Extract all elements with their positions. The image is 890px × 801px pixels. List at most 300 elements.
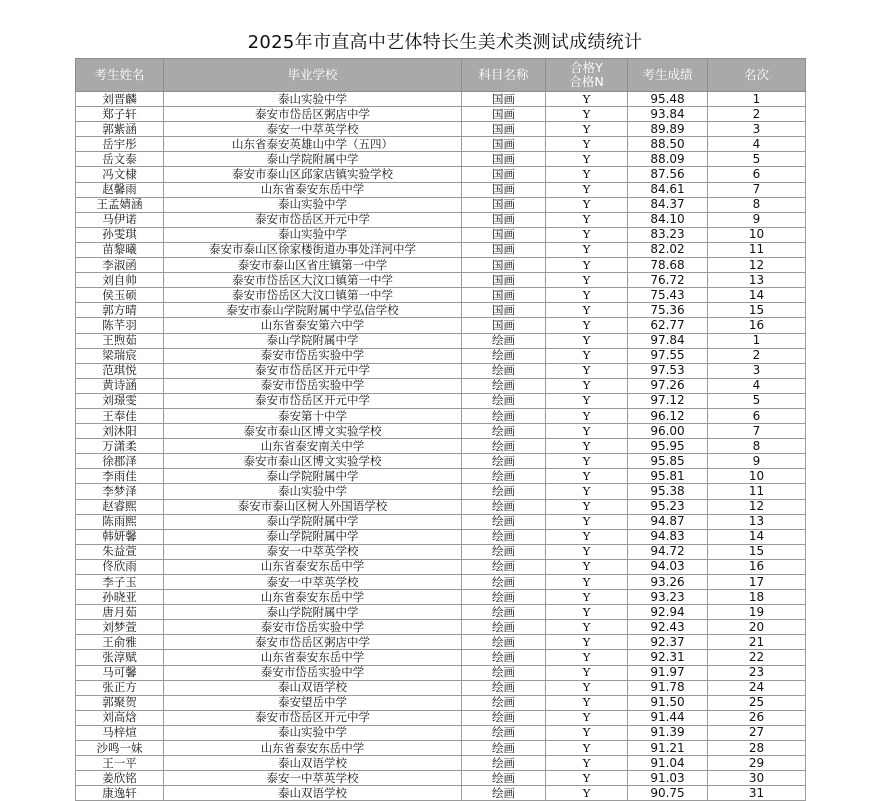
table-row (76, 273, 806, 288)
cell-rank: 3 (708, 363, 806, 378)
cell-school: 泰安望岳中学 (164, 695, 462, 710)
table-row (76, 590, 806, 605)
cell-school: 山东省泰安东岳中学 (164, 590, 462, 605)
cell-score: 89.89 (628, 122, 708, 137)
cell-pass: Y (546, 424, 628, 439)
cell-rank: 25 (708, 695, 806, 710)
cell-name: 刘高焓 (76, 710, 164, 725)
cell-rank: 7 (708, 182, 806, 197)
cell-score: 95.48 (628, 92, 708, 107)
cell-name: 徐郡泽 (76, 454, 164, 469)
cell-rank: 26 (708, 710, 806, 725)
cell-pass: Y (546, 514, 628, 529)
cell-rank: 29 (708, 756, 806, 771)
cell-name: 沙鸣一妹 (76, 741, 164, 756)
cell-subject: 绘画 (462, 499, 546, 514)
table-row (76, 725, 806, 740)
cell-rank: 14 (708, 288, 806, 303)
cell-name: 孙晓亚 (76, 590, 164, 605)
cell-pass: Y (546, 741, 628, 756)
table-row (76, 665, 806, 680)
cell-name: 马伊诺 (76, 212, 164, 227)
cell-score: 91.03 (628, 771, 708, 786)
cell-school: 泰山双语学校 (164, 756, 462, 771)
table-row (76, 242, 806, 257)
cell-school: 泰山学院附属中学 (164, 605, 462, 620)
cell-subject: 绘画 (462, 710, 546, 725)
cell-name: 范琪悦 (76, 363, 164, 378)
table-body (76, 92, 806, 801)
cell-pass: Y (546, 408, 628, 423)
cell-pass: Y (546, 182, 628, 197)
cell-score: 88.09 (628, 152, 708, 167)
table-row (76, 167, 806, 182)
cell-name: 岳文泰 (76, 152, 164, 167)
cell-school: 山东省泰安东岳中学 (164, 559, 462, 574)
cell-pass: Y (546, 650, 628, 665)
cell-pass: Y (546, 620, 628, 635)
cell-rank: 9 (708, 454, 806, 469)
cell-school: 泰安市岱岳区开元中学 (164, 212, 462, 227)
cell-pass: Y (546, 348, 628, 363)
cell-name: 张淳赋 (76, 650, 164, 665)
cell-subject: 国画 (462, 258, 546, 273)
cell-rank: 21 (708, 635, 806, 650)
cell-rank: 17 (708, 575, 806, 590)
cell-rank: 28 (708, 741, 806, 756)
cell-school: 山东省泰安东岳中学 (164, 741, 462, 756)
cell-rank: 7 (708, 424, 806, 439)
cell-score: 91.21 (628, 741, 708, 756)
table-row (76, 786, 806, 801)
cell-school: 泰山双语学校 (164, 786, 462, 801)
cell-name: 刘沐阳 (76, 424, 164, 439)
cell-school: 山东省泰安英雄山中学（五四） (164, 137, 462, 152)
cell-name: 侯玉硕 (76, 288, 164, 303)
cell-score: 97.12 (628, 393, 708, 408)
table-row (76, 348, 806, 363)
cell-subject: 国画 (462, 137, 546, 152)
cell-pass: Y (546, 273, 628, 288)
cell-subject: 绘画 (462, 484, 546, 499)
table-row (76, 393, 806, 408)
cell-school: 泰安市泰山区树人外国语学校 (164, 499, 462, 514)
cell-school: 泰安市岱岳区大汶口镇第一中学 (164, 288, 462, 303)
cell-subject: 绘画 (462, 363, 546, 378)
cell-rank: 30 (708, 771, 806, 786)
cell-score: 94.83 (628, 529, 708, 544)
table-row (76, 92, 806, 107)
table-row (76, 122, 806, 137)
cell-pass: Y (546, 771, 628, 786)
cell-subject: 绘画 (462, 454, 546, 469)
cell-name: 刘自帅 (76, 273, 164, 288)
table-row (76, 408, 806, 423)
cell-name: 张正方 (76, 680, 164, 695)
cell-rank: 18 (708, 590, 806, 605)
cell-rank: 5 (708, 152, 806, 167)
header-subject: 科目名称 (462, 59, 546, 92)
cell-school: 泰山学院附属中学 (164, 514, 462, 529)
table-row (76, 771, 806, 786)
cell-rank: 15 (708, 544, 806, 559)
cell-pass: Y (546, 529, 628, 544)
cell-school: 泰安市泰山区博文实验学校 (164, 454, 462, 469)
cell-name: 李雨佳 (76, 469, 164, 484)
cell-name: 万潇柔 (76, 439, 164, 454)
cell-name: 刘晋麟 (76, 92, 164, 107)
cell-subject: 国画 (462, 318, 546, 333)
table-row (76, 303, 806, 318)
header-school: 毕业学校 (164, 59, 462, 92)
cell-rank: 20 (708, 620, 806, 635)
cell-pass: Y (546, 363, 628, 378)
table-row (76, 454, 806, 469)
cell-score: 91.44 (628, 710, 708, 725)
table-row (76, 182, 806, 197)
cell-pass: Y (546, 439, 628, 454)
header-score: 考生成绩 (628, 59, 708, 92)
cell-rank: 13 (708, 514, 806, 529)
table-row (76, 741, 806, 756)
table-row (76, 710, 806, 725)
cell-rank: 19 (708, 605, 806, 620)
table-row (76, 288, 806, 303)
cell-name: 孙雯琪 (76, 227, 164, 242)
cell-subject: 绘画 (462, 544, 546, 559)
cell-score: 95.23 (628, 499, 708, 514)
cell-score: 94.87 (628, 514, 708, 529)
cell-rank: 16 (708, 559, 806, 574)
cell-school: 泰安市岱岳实验中学 (164, 348, 462, 363)
cell-score: 96.00 (628, 424, 708, 439)
cell-school: 泰安一中萃英学校 (164, 771, 462, 786)
cell-subject: 绘画 (462, 665, 546, 680)
cell-pass: Y (546, 107, 628, 122)
cell-rank: 10 (708, 227, 806, 242)
cell-score: 75.43 (628, 288, 708, 303)
cell-name: 郭聚贺 (76, 695, 164, 710)
cell-subject: 绘画 (462, 424, 546, 439)
table-row (76, 378, 806, 393)
cell-score: 84.10 (628, 212, 708, 227)
table-row (76, 424, 806, 439)
table-row (76, 544, 806, 559)
cell-score: 97.26 (628, 378, 708, 393)
cell-score: 82.02 (628, 242, 708, 257)
cell-subject: 绘画 (462, 635, 546, 650)
cell-rank: 11 (708, 484, 806, 499)
cell-name: 佟欣雨 (76, 559, 164, 574)
cell-name: 马梓煊 (76, 725, 164, 740)
header-rank: 名次 (708, 59, 806, 92)
cell-name: 刘璟雯 (76, 393, 164, 408)
cell-subject: 国画 (462, 227, 546, 242)
header-pass-line1: 合格Y (570, 60, 603, 75)
cell-pass: Y (546, 605, 628, 620)
cell-rank: 12 (708, 258, 806, 273)
cell-rank: 24 (708, 680, 806, 695)
cell-score: 97.55 (628, 348, 708, 363)
cell-rank: 9 (708, 212, 806, 227)
cell-name: 赵馨雨 (76, 182, 164, 197)
cell-score: 94.03 (628, 559, 708, 574)
cell-name: 王煦茹 (76, 333, 164, 348)
cell-name: 陈芊羽 (76, 318, 164, 333)
cell-pass: Y (546, 559, 628, 574)
cell-school: 泰山实验中学 (164, 227, 462, 242)
cell-subject: 绘画 (462, 348, 546, 363)
cell-rank: 27 (708, 725, 806, 740)
cell-school: 泰安市岱岳实验中学 (164, 378, 462, 393)
cell-name: 李淑函 (76, 258, 164, 273)
cell-name: 岳宇彤 (76, 137, 164, 152)
cell-name: 唐月茹 (76, 605, 164, 620)
cell-pass: Y (546, 786, 628, 801)
cell-rank: 2 (708, 107, 806, 122)
cell-rank: 13 (708, 273, 806, 288)
cell-pass: Y (546, 590, 628, 605)
cell-pass: Y (546, 288, 628, 303)
cell-school: 山东省泰安东岳中学 (164, 650, 462, 665)
cell-pass: Y (546, 544, 628, 559)
cell-school: 泰安市岱岳区粥店中学 (164, 107, 462, 122)
cell-score: 95.85 (628, 454, 708, 469)
table-row (76, 137, 806, 152)
cell-subject: 国画 (462, 288, 546, 303)
cell-name: 康逸轩 (76, 786, 164, 801)
cell-subject: 绘画 (462, 393, 546, 408)
cell-rank: 31 (708, 786, 806, 801)
cell-score: 92.37 (628, 635, 708, 650)
cell-score: 83.23 (628, 227, 708, 242)
table-header (76, 59, 806, 92)
cell-score: 88.50 (628, 137, 708, 152)
cell-score: 95.38 (628, 484, 708, 499)
table-row (76, 227, 806, 242)
cell-school: 泰安市岱岳区开元中学 (164, 393, 462, 408)
cell-pass: Y (546, 393, 628, 408)
cell-score: 97.84 (628, 333, 708, 348)
table-row (76, 529, 806, 544)
cell-subject: 绘画 (462, 559, 546, 574)
cell-subject: 绘画 (462, 590, 546, 605)
header-pass (546, 59, 628, 92)
table-row (76, 258, 806, 273)
cell-rank: 22 (708, 650, 806, 665)
cell-pass: Y (546, 227, 628, 242)
cell-rank: 1 (708, 333, 806, 348)
cell-subject: 绘画 (462, 333, 546, 348)
cell-school: 泰山实验中学 (164, 725, 462, 740)
cell-name: 姜欣铭 (76, 771, 164, 786)
cell-score: 84.37 (628, 197, 708, 212)
cell-name: 刘梦萱 (76, 620, 164, 635)
cell-school: 泰安市岱岳实验中学 (164, 665, 462, 680)
table-row (76, 469, 806, 484)
cell-school: 泰安一中萃英学校 (164, 122, 462, 137)
cell-subject: 绘画 (462, 575, 546, 590)
cell-pass: Y (546, 258, 628, 273)
cell-score: 95.95 (628, 439, 708, 454)
cell-subject: 国画 (462, 197, 546, 212)
cell-score: 91.97 (628, 665, 708, 680)
header-name: 考生姓名 (76, 59, 164, 92)
table-row (76, 318, 806, 333)
cell-score: 62.77 (628, 318, 708, 333)
cell-score: 92.94 (628, 605, 708, 620)
cell-pass: Y (546, 484, 628, 499)
cell-score: 91.78 (628, 680, 708, 695)
cell-pass: Y (546, 710, 628, 725)
cell-name: 陈雨熙 (76, 514, 164, 529)
cell-score: 92.31 (628, 650, 708, 665)
cell-subject: 国画 (462, 122, 546, 137)
cell-pass: Y (546, 92, 628, 107)
cell-name: 黄诗涵 (76, 378, 164, 393)
table-row (76, 439, 806, 454)
cell-name: 韩妍馨 (76, 529, 164, 544)
cell-score: 91.04 (628, 756, 708, 771)
cell-subject: 国画 (462, 212, 546, 227)
cell-pass: Y (546, 167, 628, 182)
cell-rank: 5 (708, 393, 806, 408)
cell-pass: Y (546, 318, 628, 333)
cell-score: 93.23 (628, 590, 708, 605)
cell-subject: 绘画 (462, 650, 546, 665)
cell-subject: 绘画 (462, 529, 546, 544)
table-row (76, 333, 806, 348)
cell-score: 96.12 (628, 408, 708, 423)
table-row (76, 695, 806, 710)
table-row (76, 635, 806, 650)
cell-school: 泰安市岱岳区开元中学 (164, 363, 462, 378)
cell-score: 84.61 (628, 182, 708, 197)
table-row (76, 363, 806, 378)
cell-score: 97.53 (628, 363, 708, 378)
cell-subject: 国画 (462, 273, 546, 288)
cell-subject: 绘画 (462, 620, 546, 635)
cell-school: 泰安一中萃英学校 (164, 544, 462, 559)
cell-pass: Y (546, 680, 628, 695)
cell-subject: 绘画 (462, 378, 546, 393)
cell-score: 90.75 (628, 786, 708, 801)
cell-subject: 国画 (462, 92, 546, 107)
cell-name: 朱益萱 (76, 544, 164, 559)
cell-subject: 绘画 (462, 741, 546, 756)
table-row (76, 514, 806, 529)
cell-school: 泰安市泰山区徐家楼街道办事处洋河中学 (164, 242, 462, 257)
cell-school: 山东省泰安东岳中学 (164, 182, 462, 197)
cell-subject: 绘画 (462, 469, 546, 484)
cell-name: 冯文棣 (76, 167, 164, 182)
cell-score: 78.68 (628, 258, 708, 273)
cell-name: 李梦泽 (76, 484, 164, 499)
cell-subject: 绘画 (462, 695, 546, 710)
cell-pass: Y (546, 197, 628, 212)
cell-score: 93.26 (628, 575, 708, 590)
cell-subject: 绘画 (462, 439, 546, 454)
cell-school: 泰山实验中学 (164, 92, 462, 107)
cell-pass: Y (546, 575, 628, 590)
table-row (76, 212, 806, 227)
cell-pass: Y (546, 469, 628, 484)
cell-school: 泰安一中萃英学校 (164, 575, 462, 590)
cell-school: 山东省泰安南关中学 (164, 439, 462, 454)
cell-school: 泰山双语学校 (164, 680, 462, 695)
cell-subject: 绘画 (462, 514, 546, 529)
cell-pass: Y (546, 499, 628, 514)
cell-score: 95.81 (628, 469, 708, 484)
cell-name: 苗黎曦 (76, 242, 164, 257)
cell-school: 泰山实验中学 (164, 197, 462, 212)
cell-pass: Y (546, 454, 628, 469)
cell-name: 梁瑞宸 (76, 348, 164, 363)
cell-school: 泰山学院附属中学 (164, 469, 462, 484)
cell-rank: 3 (708, 122, 806, 137)
cell-rank: 10 (708, 469, 806, 484)
cell-score: 87.56 (628, 167, 708, 182)
cell-score: 92.43 (628, 620, 708, 635)
table-row (76, 680, 806, 695)
page-title: 2025年市直高中艺体特长生美术类测试成绩统计 (247, 32, 643, 53)
cell-name: 马可馨 (76, 665, 164, 680)
cell-school: 泰山实验中学 (164, 484, 462, 499)
cell-score: 94.72 (628, 544, 708, 559)
table-row (76, 197, 806, 212)
cell-rank: 4 (708, 137, 806, 152)
cell-school: 泰山学院附属中学 (164, 333, 462, 348)
table-row (76, 605, 806, 620)
cell-name: 王孟婧涵 (76, 197, 164, 212)
cell-pass: Y (546, 122, 628, 137)
cell-subject: 绘画 (462, 786, 546, 801)
cell-subject: 国画 (462, 107, 546, 122)
cell-pass: Y (546, 378, 628, 393)
cell-name: 郭方晴 (76, 303, 164, 318)
cell-rank: 23 (708, 665, 806, 680)
cell-school: 泰山学院附属中学 (164, 152, 462, 167)
cell-pass: Y (546, 137, 628, 152)
cell-pass: Y (546, 303, 628, 318)
cell-rank: 4 (708, 378, 806, 393)
cell-school: 山东省泰安第六中学 (164, 318, 462, 333)
cell-subject: 国画 (462, 303, 546, 318)
cell-school: 泰安市泰山学院附属中学弘信学校 (164, 303, 462, 318)
cell-school: 泰安市岱岳区大汶口镇第一中学 (164, 273, 462, 288)
cell-rank: 8 (708, 197, 806, 212)
cell-subject: 国画 (462, 152, 546, 167)
cell-score: 91.50 (628, 695, 708, 710)
cell-rank: 6 (708, 408, 806, 423)
cell-subject: 国画 (462, 167, 546, 182)
cell-rank: 6 (708, 167, 806, 182)
cell-pass: Y (546, 212, 628, 227)
cell-pass: Y (546, 152, 628, 167)
cell-subject: 绘画 (462, 725, 546, 740)
cell-pass: Y (546, 756, 628, 771)
cell-pass: Y (546, 695, 628, 710)
cell-subject: 绘画 (462, 408, 546, 423)
table-row (76, 484, 806, 499)
table-row (76, 559, 806, 574)
cell-rank: 15 (708, 303, 806, 318)
cell-school: 泰山学院附属中学 (164, 529, 462, 544)
cell-pass: Y (546, 635, 628, 650)
cell-pass: Y (546, 665, 628, 680)
cell-rank: 16 (708, 318, 806, 333)
cell-subject: 国画 (462, 242, 546, 257)
